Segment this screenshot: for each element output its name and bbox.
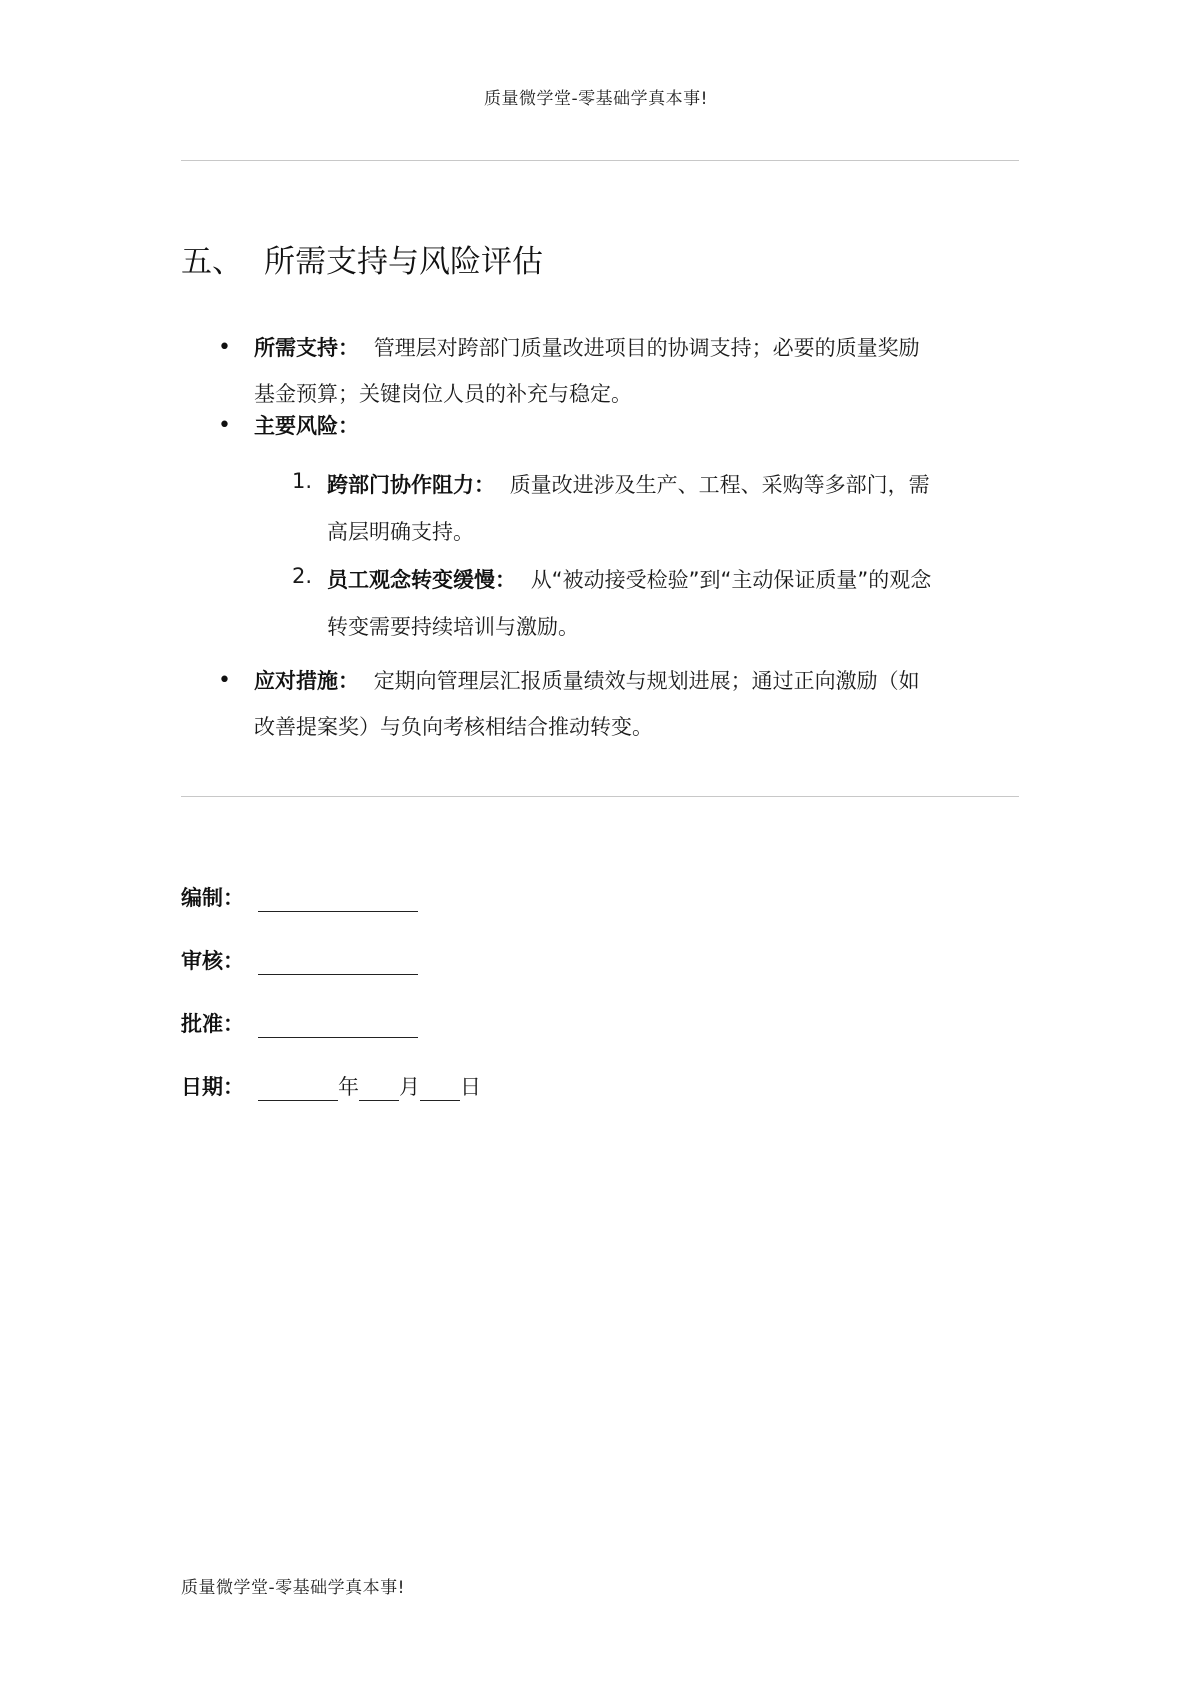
risk-item-text-line2: 转变需要持续培训与激励。 [327,615,579,639]
page-footer: 质量微学堂-零基础学真本事! [181,1578,405,1598]
risk-item [327,564,931,594]
support-label: 所需支持： [254,336,359,360]
section-number: 五、 [181,244,243,280]
prepared-by-label: 编制： [181,886,244,910]
reviewed-by-label: 审核： [181,949,244,973]
reviewed-by-row [181,945,418,975]
risk-item-label: 跨部门协作阻力： [327,473,495,497]
risk-item [327,469,930,499]
approved-by-row [181,1008,418,1038]
section-divider [181,796,1019,797]
prepared-by-field[interactable] [258,891,418,912]
measures-text-line1: 定期向管理层汇报质量绩效与规划进展；通过正向激励（如 [373,669,920,693]
support-text-line1: 管理层对跨部门质量改进项目的协调支持；必要的质量奖励 [373,336,920,360]
risk-item-number: 1. [292,469,313,493]
prepared-by-row [181,882,418,912]
measures-label: 应对措施： [254,669,359,693]
risk-item-text-line1: 质量改进涉及生产、工程、采购等多部门，需 [509,473,930,497]
risk-item-number: 2. [292,564,313,588]
reviewed-by-field[interactable] [258,954,418,975]
risk-item-label: 员工观念转变缓慢： [327,568,516,592]
approved-by-label: 批准： [181,1012,244,1036]
risks-label [254,410,359,440]
date-day-label: 日 [460,1075,481,1099]
header-divider [181,160,1019,161]
bullet-icon: • [218,335,231,360]
measures-item [254,665,920,695]
section-title: 所需支持与风险评估 [264,244,543,280]
page-header: 质量微学堂-零基础学真本事! [484,89,708,109]
support-text-line2: 基金预算；关键岗位人员的补充与稳定。 [254,382,632,406]
date-year-label: 年 [338,1075,359,1099]
date-row [181,1071,481,1101]
section-heading [181,236,543,281]
support-item [254,332,920,362]
date-label: 日期： [181,1075,244,1099]
date-year-field[interactable] [258,1080,338,1101]
date-month-field[interactable] [359,1080,399,1101]
date-day-field[interactable] [420,1080,460,1101]
risk-item-text-line2: 高层明确支持。 [327,520,474,544]
measures-text-line2: 改善提案奖）与负向考核相结合推动转变。 [254,715,653,739]
risks-label-text: 主要风险： [254,414,359,438]
risk-item-text-line1: 从“被动接受检验”到“主动保证质量”的观念 [530,568,932,592]
approved-by-field[interactable] [258,1017,418,1038]
date-month-label: 月 [399,1075,420,1099]
bullet-icon: • [218,413,231,438]
bullet-icon: • [218,668,231,693]
